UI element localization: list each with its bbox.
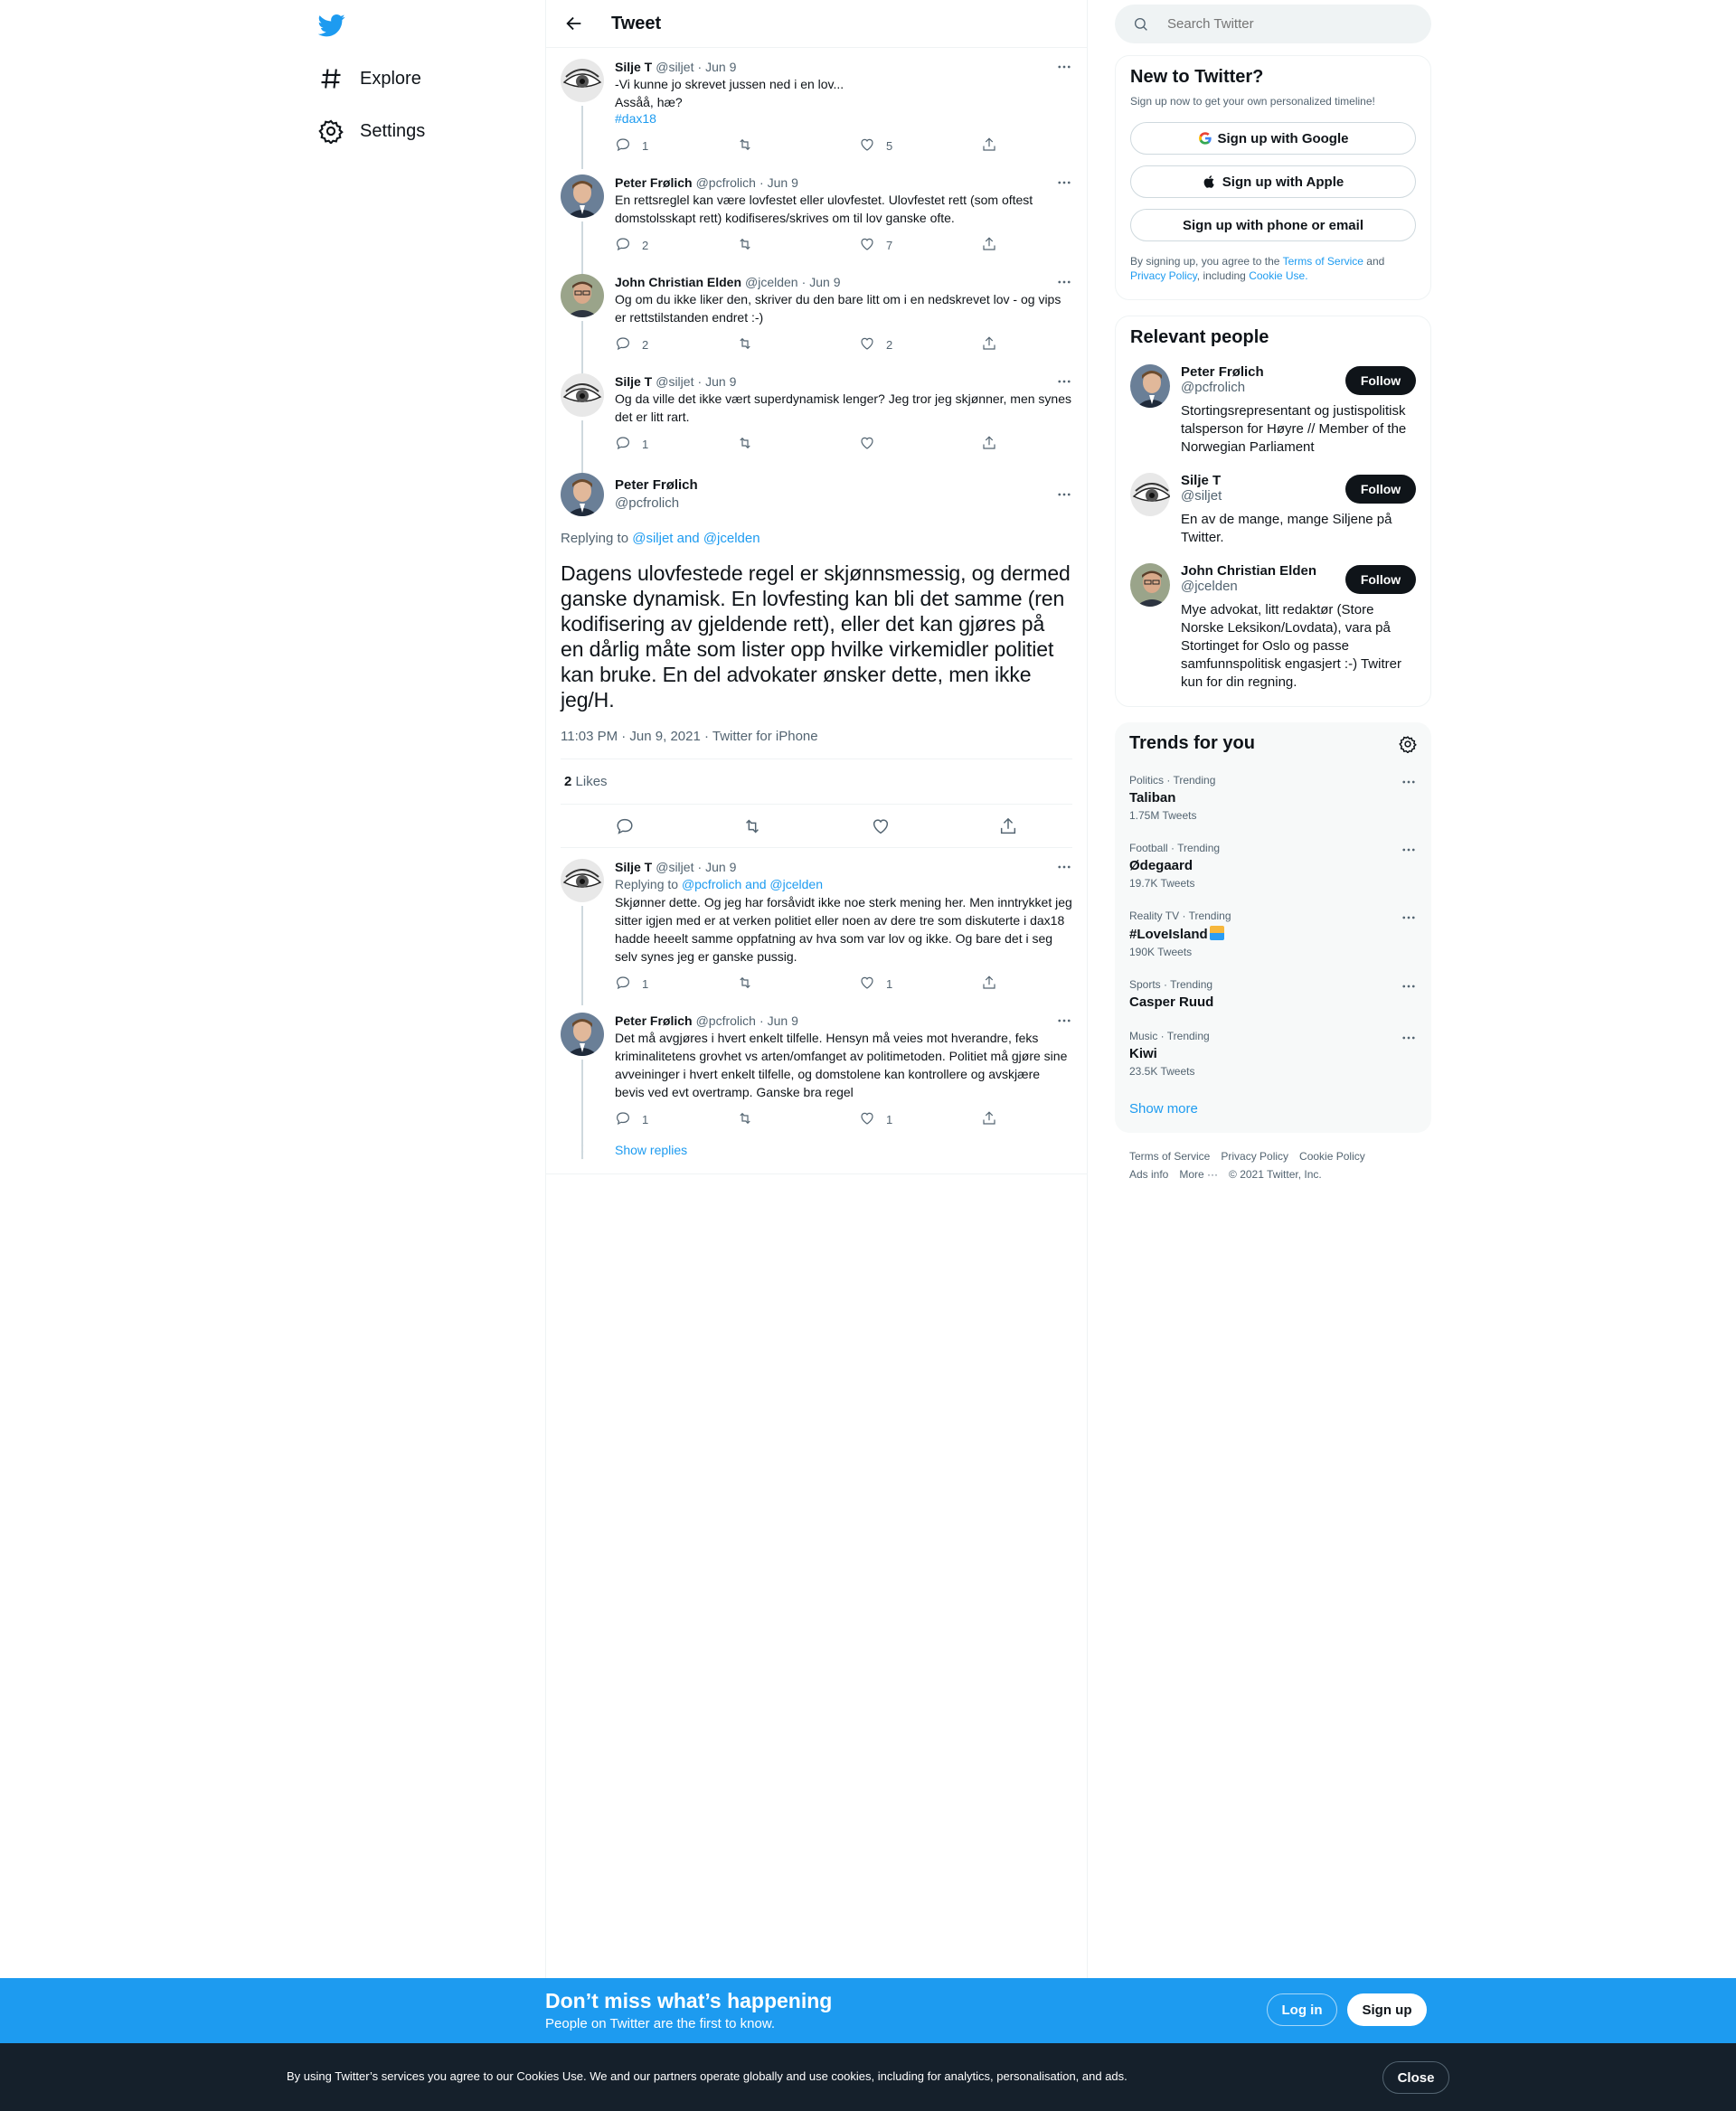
cookie-close-button[interactable]: Close [1382,2061,1449,2094]
trend-count: 19.7K Tweets [1129,877,1195,890]
likes-number: 2 [564,774,572,789]
trend-name [1129,790,1417,806]
reply-count: 1 [642,437,649,451]
share-icon[interactable] [998,816,1018,836]
privacy-link[interactable]: Privacy Policy [1130,269,1197,282]
gear-icon[interactable] [1399,735,1417,753]
tweet-author-handle[interactable]: @siljet [656,374,694,389]
separator: · [697,860,703,874]
reply-icon [615,975,642,994]
tweet-author-handle[interactable]: @jcelden [745,275,798,289]
tweet-author-name[interactable]: Peter Frølich [615,175,693,190]
focused-tweet-timestamp[interactable]: 11:03 PM · Jun 9, 2021 · Twitter for iPhone [561,729,1072,759]
replying-to [561,531,1072,546]
share-button[interactable] [981,435,999,454]
more-icon[interactable] [1056,373,1072,390]
more-icon[interactable] [1401,1030,1417,1046]
trend-item[interactable] [1129,774,1417,822]
reply-button[interactable] [615,137,696,155]
signup-google-button[interactable] [1130,122,1416,155]
share-icon [981,435,1008,454]
trend-item[interactable] [1129,1030,1417,1078]
tweet-date[interactable]: Jun 9 [705,60,737,74]
twitter-logo-icon[interactable] [318,12,345,39]
tweet-date[interactable]: Jun 9 [705,860,737,874]
follow-button[interactable]: Follow [1345,366,1416,395]
tweet-text: Skjønner dette. Og jeg har forsåvidt ikke noe sterk mening her. Men inntrykket jeg sitter igjen med er at verken politiet eller noen av dere tre som diskuterte i dax18 hadde heeelt samme oppfatning av hva som var lov og ikke. Og bare det i seg selv synes jeg er ganske pussig. [615,895,1072,964]
share-icon [981,335,1008,354]
replies [546,848,1087,1137]
trend-item[interactable] [1129,842,1417,890]
retweet-icon [737,435,764,454]
like-icon [859,137,886,155]
follow-button[interactable]: Follow [1345,475,1416,504]
footer-link[interactable]: Cookie Policy [1299,1150,1365,1163]
reply-button[interactable] [615,236,696,255]
share-icon [981,236,1008,255]
like-button[interactable] [859,435,940,454]
tweet-text: Det må avgjøres i hvert enkelt tilfelle. Hensyn må veies mot hverandre, feks kriminalitetens grovhet vs arten/omfanget av politimetoden. Politiet må gjøre sine avveininger i hvert enkelt tilfelle, og domstolene kan kontrollere og avskjære bevis ved evt overtramp. Ganske bra regel [615,1031,1068,1099]
person-name[interactable]: John Christian Elden [1181,563,1317,579]
likes-count[interactable] [561,759,1072,805]
reply-button[interactable] [615,1110,696,1129]
loveisland-emoji-icon [1210,926,1224,940]
like-count: 1 [886,1112,893,1126]
more-icon[interactable] [1056,486,1072,503]
banner-subtitle: People on Twitter are the first to know. [545,2016,776,2031]
retweet-icon [737,975,764,994]
avatar[interactable] [561,859,604,902]
trend-meta: Sports · Trending [1129,978,1213,991]
show-replies-row[interactable] [546,1137,1087,1174]
person-bio: Mye advokat, litt redaktør (Store Norske Leksikon/Lovdata), vara på Stortinget for Oslo og passe samfunnspolitisk engasjert :-) Twitrer kun for din regning. [1181,602,1401,690]
main-header [546,0,1087,48]
signup-google-label: Sign up with Google [1217,130,1349,146]
show-more-link[interactable]: Show more [1129,1101,1198,1117]
google-icon [1198,131,1212,146]
like-icon [859,1110,886,1129]
separator: · [697,374,703,389]
like-count: 7 [886,238,893,252]
person-handle[interactable]: @jcelden [1181,579,1238,594]
reply-count: 1 [642,1112,649,1126]
retweet-icon [737,335,764,354]
person-bio: En av de mange, mange Siljene på Twitter. [1181,512,1392,545]
trend-name [1129,994,1417,1010]
trend-item[interactable] [1129,909,1417,958]
person-name[interactable]: Silje T [1181,473,1222,488]
reply-button[interactable] [615,435,696,454]
right-sidebar [1115,0,1431,1198]
reply-icon [615,335,642,354]
trend-name [1129,926,1417,942]
thread-line [581,106,583,169]
tweet-author-name[interactable]: Silje T [615,860,653,874]
cookie-text: By using Twitter’s services you agree to our Cookies Use. We and our partners operate globally and use cookies, including for analytics, personalisation, and ads. [287,2069,1127,2083]
like-icon [859,236,886,255]
share-button[interactable] [981,975,999,994]
avatar[interactable] [561,59,604,102]
gear-icon [318,118,344,144]
replying-to-label: Replying to [561,531,629,546]
thread [546,48,1087,462]
trend-meta: Reality TV · Trending [1129,909,1231,922]
person-bio: Stortingsrepresentant og justispolitisk talsperson for Høyre // Member of the Norwegian Parliament [1181,403,1407,455]
separator: · [759,175,764,190]
focused-tweet-text: Dagens ulovfestede regel er skjønnsmessig, og dermed ganske dynamisk. En lovfesting kan bli det samme (ren kodifisering av gjeldende rett), eller det kan gjøres på en dårlig måte som lister opp hvilke virkemidler politiet kan bruke. En del advokater ønsker dette, men ikke jeg/H. [561,561,1071,712]
more-icon[interactable] [1401,842,1417,858]
trend-list [1129,774,1417,1078]
legal-text: and [1366,255,1385,268]
trend-name-text: Casper Ruud [1129,994,1214,1010]
person-handle[interactable]: @siljet [1181,488,1222,504]
reply-button[interactable] [615,335,696,354]
thread-line [581,420,583,476]
cookie-link[interactable]: Cookie Use. [1249,269,1308,282]
search-input[interactable] [1167,16,1402,32]
footer-copyright: © 2021 Twitter, Inc. [1229,1168,1322,1181]
avatar[interactable] [1130,563,1170,607]
focused-tweet-author-name[interactable]: Peter Frølich [615,477,698,493]
like-icon[interactable] [871,816,891,836]
focused-tweet-author-handle[interactable]: @pcfrolich [615,495,680,511]
reply-icon [615,236,642,255]
trend-count: 1.75M Tweets [1129,809,1197,822]
signup-button[interactable]: Sign up [1347,1993,1427,2026]
tweet[interactable] [546,48,1087,164]
person-item[interactable] [1130,563,1416,692]
like-count: 2 [886,337,893,352]
search-box[interactable] [1115,5,1431,43]
page-title: Tweet [611,13,662,33]
reply-count: 1 [642,976,649,991]
more-icon[interactable] [1056,174,1072,191]
login-button[interactable]: Log in [1267,1993,1337,2026]
trend-meta: Football · Trending [1129,842,1221,854]
retweet-icon[interactable] [742,816,762,836]
share-button[interactable] [981,236,999,255]
tweet-author-name[interactable]: John Christian Elden [615,275,742,289]
more-icon[interactable] [1056,274,1072,290]
retweet-button[interactable] [737,335,818,354]
trend-count: 190K Tweets [1129,946,1193,958]
tweet-text: Og da ville det ikke vært superdynamisk lenger? Jeg tror jeg skjønner, men synes det er litt rart. [615,391,1072,424]
like-count: 1 [886,976,893,991]
footer-link[interactable]: Ads info [1129,1168,1169,1181]
like-button[interactable] [859,1110,940,1129]
avatar[interactable] [561,274,604,317]
show-replies-link[interactable]: Show replies [615,1143,688,1157]
nav-settings-label: Settings [360,120,426,141]
like-icon [859,435,886,454]
signup-legal [1130,254,1416,283]
share-icon [981,1110,1008,1129]
share-icon [981,975,1008,994]
tweet-date[interactable]: Jun 9 [809,275,841,289]
reply-count: 2 [642,337,649,352]
trend-meta: Politics · Trending [1129,774,1216,787]
tweet-author-name[interactable]: Peter Frølich [615,1013,693,1028]
signup-phone-label: Sign up with phone or email [1182,217,1363,233]
more-icon[interactable] [1056,1013,1072,1029]
retweet-icon [737,1110,764,1129]
tweet-author-handle[interactable]: @siljet [656,860,694,874]
separator: · [801,275,807,289]
retweet-button[interactable] [737,137,818,155]
tweet-author-name[interactable]: Silje T [615,60,653,74]
signup-banner [0,1978,1736,2043]
nav-explore[interactable] [318,61,421,97]
tweet-actions [615,966,999,1002]
footer-link[interactable]: Terms of Service [1129,1150,1211,1163]
tweet-actions [615,227,999,263]
signup-subtitle: Sign up now to get your own personalized timeline! [1130,95,1375,108]
tweet-date[interactable]: Jun 9 [767,175,798,190]
retweet-icon [737,137,764,155]
signup-card [1115,55,1431,300]
person-item[interactable] [1130,364,1416,457]
focused-tweet [546,462,1087,848]
tweet-text: En rettsreglel kan være lovfestet eller ulovfestet. Ulovfestet rett (som oftest domstolsskapt rett) kodifiseres/skrives om til lov ganske ofte. [615,193,1033,225]
reply-button[interactable] [615,975,696,994]
avatar[interactable] [561,1013,604,1056]
tweet-actions [615,127,999,164]
trend-name-text: Ødegaard [1129,858,1194,873]
trend-name [1129,1046,1417,1061]
tweet[interactable] [546,263,1087,363]
relevant-people-title: Relevant people [1130,327,1269,347]
like-count: 5 [886,138,893,153]
signup-phone-button[interactable] [1130,209,1416,241]
avatar[interactable] [561,174,604,218]
trends-title: Trends for you [1129,733,1255,753]
person-item[interactable] [1130,473,1416,547]
avatar[interactable] [561,473,604,516]
tweet-text: Og om du ikke liker den, skriver du den bare litt om i en nedskrevet lov - og vips er rettstilstanden endret :-) [615,292,1061,325]
reply-icon [615,1110,642,1129]
thread-line [581,1060,583,1159]
reply-icon[interactable] [615,816,635,836]
nav-settings[interactable] [318,113,425,149]
trend-name [1129,858,1417,873]
reply-count: 2 [642,238,649,252]
terms-link[interactable]: Terms of Service [1282,255,1363,268]
main-column [545,0,1088,1978]
tweet[interactable] [546,363,1087,462]
tweet[interactable] [546,164,1087,263]
like-button[interactable] [859,335,940,354]
replying-to-label: Replying to [615,877,679,891]
footer-links [1115,1133,1431,1198]
avatar[interactable] [1130,364,1170,408]
likes-label: Likes [575,774,608,789]
apple-icon [1203,174,1217,189]
signup-title: New to Twitter? [1130,67,1264,87]
hash-icon [318,66,344,91]
separator: · [697,60,703,74]
trends-card [1115,722,1431,1133]
tweet-author-handle[interactable]: @siljet [656,60,694,74]
like-icon [859,335,886,354]
footer-more[interactable]: More ··· [1179,1168,1219,1181]
search-icon [1133,16,1149,33]
focused-tweet-actions [561,805,1072,848]
tweet-text: -Vi kunne jo skrevet jussen ned i en lov... Assåå, hæ? [615,77,844,109]
nav-explore-label: Explore [360,68,421,89]
person-name[interactable]: Peter Frølich [1181,364,1264,380]
tweet[interactable] [546,1002,1087,1137]
trend-name-text: Kiwi [1129,1046,1157,1061]
reply-count: 1 [642,138,649,153]
share-button[interactable] [981,335,999,354]
more-icon[interactable] [1401,978,1417,994]
reply-icon [615,137,642,155]
like-button[interactable] [859,236,940,255]
banner-title: Don’t miss what’s happening [545,1989,833,2012]
tweet-author-handle[interactable]: @pcfrolich [695,175,756,190]
share-button[interactable] [981,1110,999,1129]
person-handle[interactable]: @pcfrolich [1181,380,1246,395]
reply-icon [615,435,642,454]
footer-link[interactable]: Privacy Policy [1221,1150,1289,1163]
like-icon [859,975,886,994]
separator: · [759,1013,764,1028]
more-icon[interactable] [1401,909,1417,926]
tweet-author-name[interactable]: Silje T [615,374,653,389]
legal-text: , including [1196,269,1246,282]
retweet-button[interactable] [737,1110,818,1129]
retweet-button[interactable] [737,975,818,994]
relevant-people-card [1115,316,1431,707]
retweet-icon [737,236,764,255]
tweet-actions [615,326,999,363]
signup-apple-label: Sign up with Apple [1222,174,1344,190]
trend-meta: Music · Trending [1129,1030,1210,1042]
replying-to-link[interactable]: @pcfrolich and @jcelden [681,877,823,891]
trends-show-more[interactable] [1129,1101,1417,1117]
tweet-actions [615,426,999,462]
signup-apple-button[interactable] [1130,165,1416,198]
back-arrow-icon[interactable] [564,14,584,33]
tweet-author-handle[interactable]: @pcfrolich [695,1013,756,1028]
thread-line [581,906,583,1005]
hashtag-link[interactable]: #dax18 [615,111,656,126]
people-list [1130,364,1416,692]
trend-name-text: Taliban [1129,790,1176,806]
avatar[interactable] [561,373,604,417]
share-icon [981,137,1008,155]
avatar[interactable] [1130,473,1170,516]
legal-text: By signing up, you agree to the [1130,255,1280,268]
cookie-banner [0,2043,1736,2111]
trend-name-text: #LoveIsland [1129,927,1208,942]
retweet-button[interactable] [737,435,818,454]
like-button[interactable] [859,975,940,994]
replying-to-link[interactable]: @siljet and @jcelden [632,531,760,546]
tweet-actions [615,1101,999,1137]
more-icon[interactable] [1401,774,1417,790]
more-icon[interactable] [1056,59,1072,75]
tweet-date[interactable]: Jun 9 [705,374,737,389]
trend-item[interactable] [1129,978,1417,1010]
like-button[interactable] [859,137,940,155]
share-button[interactable] [981,137,999,155]
tweet[interactable] [546,848,1087,1002]
tweet-date[interactable]: Jun 9 [767,1013,798,1028]
trend-count: 23.5K Tweets [1129,1065,1195,1078]
retweet-button[interactable] [737,236,818,255]
follow-button[interactable]: Follow [1345,565,1416,594]
replying-to [615,875,1072,893]
more-icon[interactable] [1056,859,1072,875]
